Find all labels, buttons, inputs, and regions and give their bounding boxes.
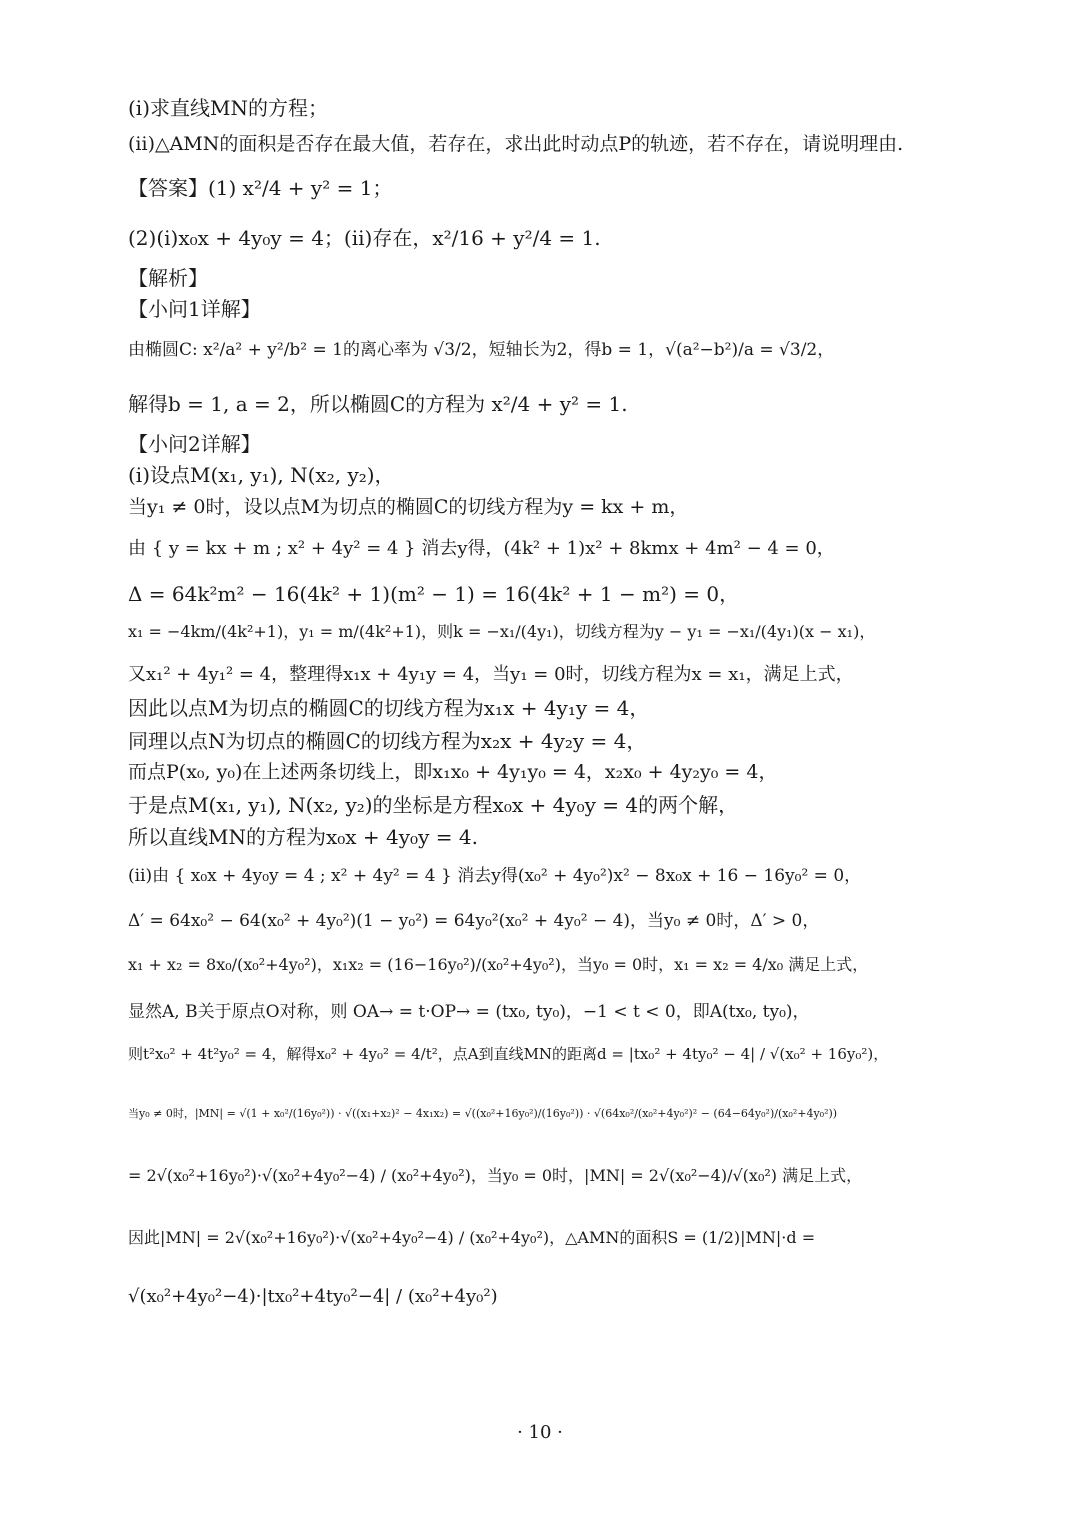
text-line: 因此|MN| = 2√(x₀²+16y₀²)·√(x₀²+4y₀²−4) / (x₀²+4y₀²)，△AMN的面积S = (1/2)|MN|·d = (128, 1228, 816, 1247)
text-line: 因此以点M为切点的椭圆C的切线方程为x₁x + 4y₁y = 4， (128, 696, 650, 720)
text-line: Δ′ = 64x₀² − 64(x₀² + 4y₀²)(1 − y₀²) = 64y₀²(x₀² + 4y₀² − 4)，当y₀ ≠ 0时，Δ′ > 0， (128, 911, 820, 931)
text-line: 显然A, B关于原点O对称，则 OA→ = t·OP→ = (tx₀, ty₀)，−1 < t < 0，即A(tx₀, ty₀)， (128, 1002, 810, 1022)
text-line: 于是点M(x₁, y₁), N(x₂, y₂)的坐标是方程x₀x + 4y₀y = 4的两个解， (128, 793, 739, 817)
text-line: 由椭圆C: x²/a² + y²/b² = 1的离心率为 √3/2，短轴长为2，得b = 1，√(a²−b²)/a = √3/2， (128, 340, 835, 360)
text-line: (ⅰ)求直线MN的方程； (128, 96, 328, 120)
text-line: 【解析】 (128, 266, 208, 290)
text-line: x₁ = −4km/(4k²+1)，y₁ = m/(4k²+1)，则k = −x₁/(4y₁)，切线方程为y − y₁ = −x₁/(4y₁)(x − x₁)， (128, 622, 876, 641)
text-line: 【小问1详解】 (128, 297, 261, 321)
page-number: · 10 · (517, 1422, 563, 1443)
text-line: (ⅱ)△AMN的面积是否存在最大值，若存在，求出此时动点P的轨迹，若不存在，请说明理由. (128, 133, 904, 155)
text-line: (ⅱ)由 { x₀x + 4y₀y = 4 ; x² + 4y² = 4 } 消去y得(x₀² + 4y₀²)x² − 8x₀x + 16 − 16y₀² = 0， (128, 866, 862, 886)
text-line: 所以直线MN的方程为x₀x + 4y₀y = 4. (128, 825, 478, 849)
text-line: = 2√(x₀²+16y₀²)·√(x₀²+4y₀²−4) / (x₀²+4y₀²)，当y₀ = 0时，|MN| = 2√(x₀²−4)/√(x₀²) 满足上式， (128, 1166, 863, 1185)
text-line: 【答案】(1) x²/4 + y² = 1； (128, 176, 393, 200)
text-line: 当y₁ ≠ 0时，设以点M为切点的椭圆C的切线方程为y = kx + m， (128, 496, 689, 518)
text-line: 而点P(x₀, y₀)在上述两条切线上，即x₁x₀ + 4y₁y₀ = 4，x₂x₀ + 4y₂y₀ = 4， (128, 761, 778, 783)
text-line: Δ = 64k²m² − 16(4k² + 1)(m² − 1) = 16(4k² + 1 − m²) = 0， (128, 582, 740, 606)
text-line: x₁ + x₂ = 8x₀/(x₀²+4y₀²)，x₁x₂ = (16−16y₀²)/(x₀²+4y₀²)，当y₀ = 0时，x₁ = x₂ = 4/x₀ 满足上式， (128, 955, 869, 974)
text-line: 则t²x₀² + 4t²y₀² = 4，解得x₀² + 4y₀² = 4/t²，点A到直线MN的距离d = |tx₀² + 4ty₀² − 4| / √(x₀² + 16y₀²)， (128, 1045, 889, 1063)
text-line: (ⅰ)设点M(x₁, y₁), N(x₂, y₂)， (128, 463, 395, 487)
text-line: 同理以点N为切点的椭圆C的切线方程为x₂x + 4y₂y = 4， (128, 729, 647, 753)
text-line: 由 { y = kx + m ; x² + 4y² = 4 } 消去y得，(4k² + 1)x² + 8kmx + 4m² − 4 = 0， (128, 538, 835, 559)
text-line: (2)(ⅰ)x₀x + 4y₀y = 4；(ⅱ)存在，x²/16 + y²/4 = 1. (128, 226, 601, 250)
text-line: 解得b = 1, a = 2，所以椭圆C的方程为 x²/4 + y² = 1. (128, 392, 628, 416)
text-line: 【小问2详解】 (128, 432, 261, 456)
text-line: 当y₀ ≠ 0时，|MN| = √(1 + x₀²/(16y₀²)) · √((x₁+x₂)² − 4x₁x₂) = √((x₀²+16y₀²)/(16y₀²)) · √(64x₀²/(x₀²+4y₀²)² − (64−64y₀²)/(x₀²+4y₀²)) (128, 1107, 838, 1120)
text-line: 又x₁² + 4y₁² = 4，整理得x₁x + 4y₁y = 4，当y₁ = 0时，切线方程为x = x₁，满足上式， (128, 664, 854, 685)
text-line: √(x₀²+4y₀²−4)·|tx₀²+4ty₀²−4| / (x₀²+4y₀²) (128, 1286, 498, 1307)
